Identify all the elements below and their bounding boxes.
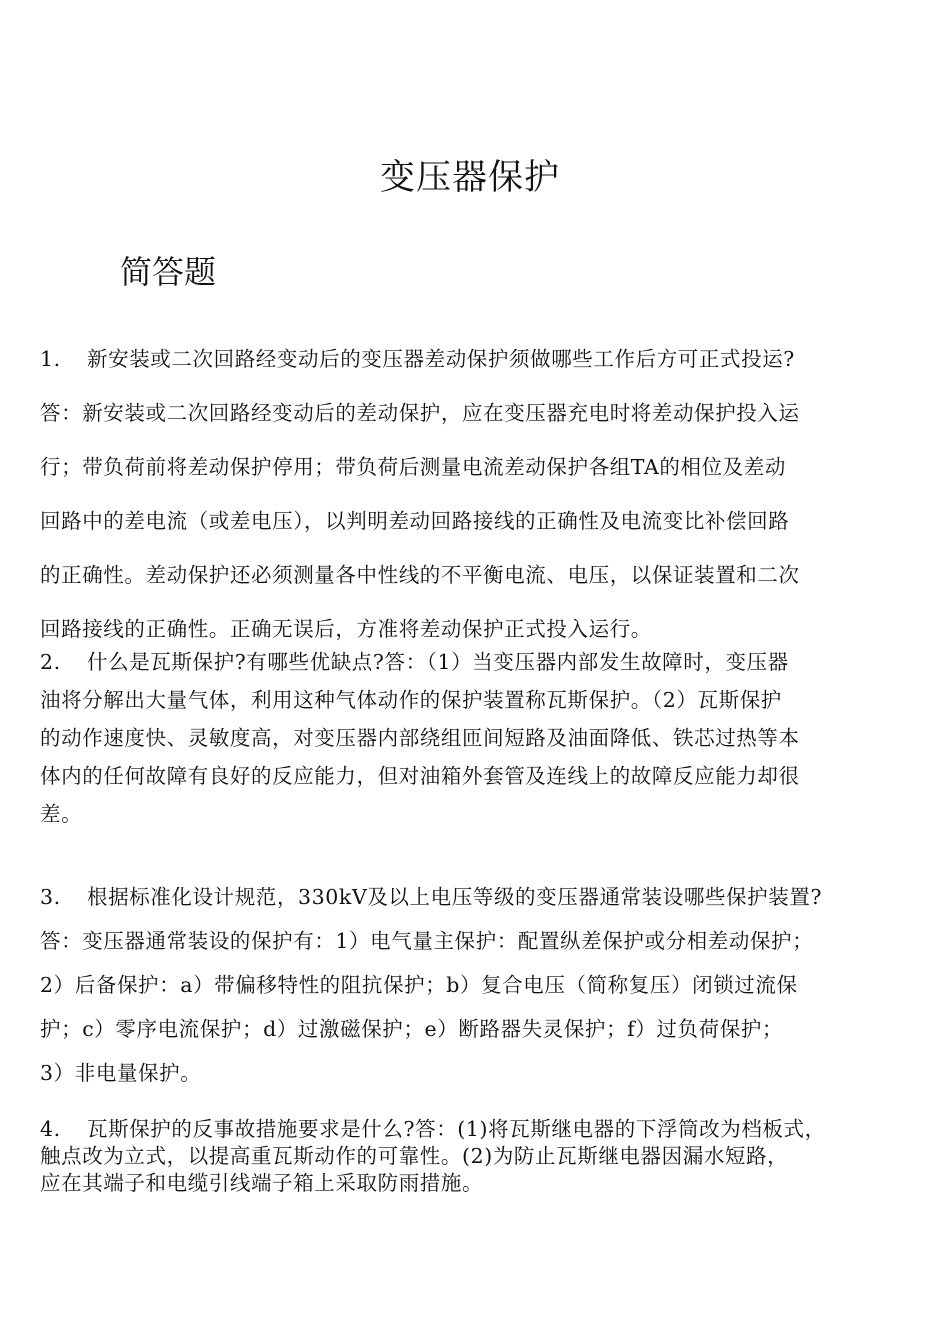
question-1-number: 1.	[40, 347, 61, 371]
question-2-line-2: 油将分解出大量气体，利用这种气体动作的保护装置称瓦斯保护。（2）瓦斯保护	[40, 688, 782, 712]
question-1	[40, 332, 920, 656]
section-heading: 简答题	[120, 253, 217, 291]
question-2	[40, 643, 920, 833]
question-3-text: 根据标准化设计规范，330kV及以上电压等级的变压器通常装设哪些保护装置?	[87, 885, 823, 909]
question-1-line-5: 的正确性。差动保护还必须测量各中性线的不平衡电流、电压，以保证装置和二次	[40, 563, 800, 587]
question-1-line-1	[40, 332, 920, 386]
question-3-line-2: 答：变压器通常装设的保护有：1）电气量主保护：配置纵差保护或分相差动保护；	[40, 929, 814, 953]
question-3-line-4: 护；c）零序电流保护；d）过激磁保护；e）断路器失灵保护；f）过负荷保护；	[40, 1017, 784, 1041]
question-2-line-5: 差。	[40, 802, 83, 826]
question-4-line-3: 应在其端子和电缆引线端子箱上采取防雨措施。	[40, 1171, 484, 1195]
question-3	[40, 875, 920, 1095]
question-4-line-2: 触点改为立式，以提高重瓦斯动作的可靠性。(2)为防止瓦斯继电器因漏水短路，	[40, 1144, 789, 1168]
question-2-line-3: 的动作速度快、灵敏度高，对变压器内部绕组匝间短路及油面降低、铁芯过热等本	[40, 726, 800, 750]
question-1-text: 新安装或二次回路经变动后的变压器差动保护须做哪些工作后方可正式投运?	[87, 347, 795, 371]
question-4-number: 4.	[40, 1117, 61, 1141]
question-3-line-5: 3）非电量保护。	[40, 1061, 202, 1085]
question-4-line-1	[40, 1116, 920, 1143]
question-1-line-2: 答：新安装或二次回路经变动后的差动保护，应在变压器充电时将差动保护投入运	[40, 401, 800, 425]
question-4-text: 瓦斯保护的反事故措施要求是什么?答：(1)将瓦斯继电器的下浮筒改为档板式，	[87, 1117, 826, 1141]
question-3-line-3: 2）后备保护：a）带偏移特性的阻抗保护；b）复合电压（简称复压）闭锁过流保	[40, 973, 798, 997]
question-1-line-6: 回路接线的正确性。正确无误后，方准将差动保护正式投入运行。	[40, 617, 652, 641]
question-1-line-4: 回路中的差电流（或差电压），以判明差动回路接线的正确性及电流变比补偿回路	[40, 509, 790, 533]
question-2-line-4: 体内的任何故障有良好的反应能力，但对油箱外套管及连线上的故障反应能力却很	[40, 764, 800, 788]
question-3-line-1	[40, 875, 920, 919]
question-4	[40, 1116, 920, 1197]
question-2-line-1	[40, 643, 920, 681]
document-title: 变压器保护	[379, 158, 560, 198]
question-2-text: 什么是瓦斯保护?有哪些优缺点?答：（1）当变压器内部发生故障时，变压器	[87, 650, 789, 674]
question-1-line-3: 行；带负荷前将差动保护停用；带负荷后测量电流差动保护各组TA的相位及差动	[40, 455, 786, 479]
question-3-number: 3.	[40, 885, 61, 909]
question-2-number: 2.	[40, 650, 61, 674]
